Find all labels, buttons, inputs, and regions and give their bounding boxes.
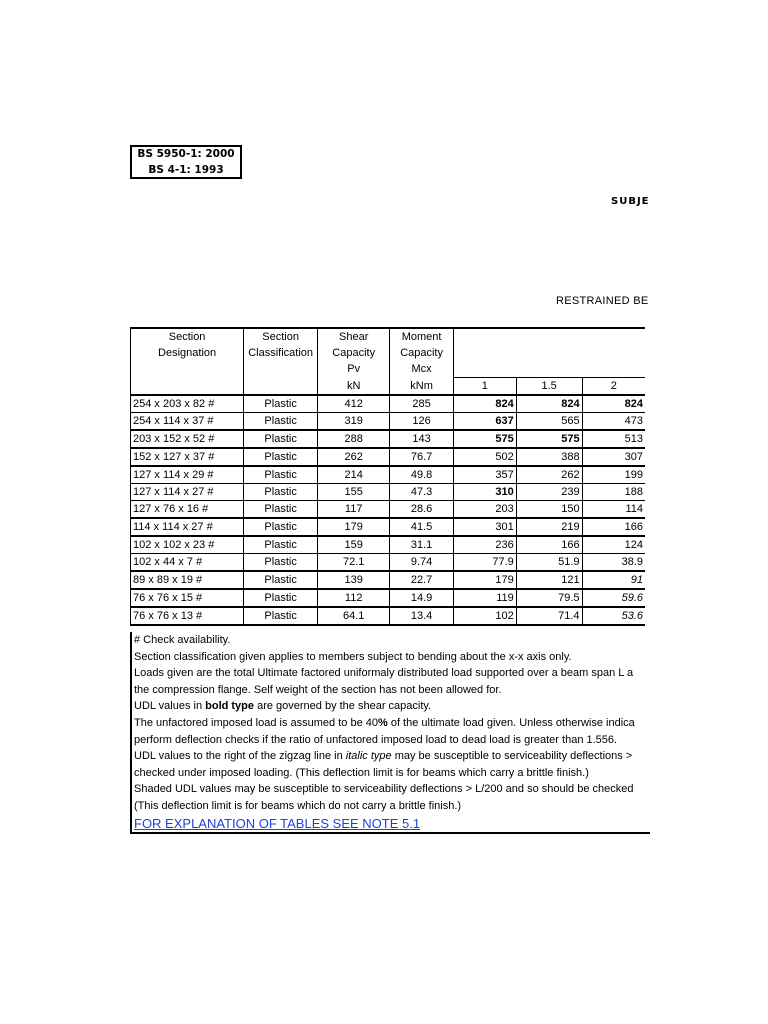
section-cell: 127 x 76 x 16 #	[131, 501, 244, 519]
header-moment-3: Mcx	[390, 361, 454, 378]
shear-cell: 179	[318, 518, 390, 536]
classification-cell: Plastic	[244, 589, 318, 607]
header-shear-unit: kN	[318, 378, 390, 396]
moment-cell: 13.4	[390, 607, 454, 625]
header-designation-2: Designation	[131, 345, 244, 361]
header-moment-2: Capacity	[390, 345, 454, 361]
moment-cell: 9.74	[390, 554, 454, 572]
udl-span-1-cell: 310	[453, 484, 516, 501]
shear-cell: 319	[318, 413, 390, 431]
table-row	[131, 518, 646, 536]
section-cell: 76 x 76 x 13 #	[131, 607, 244, 625]
standard-bs5950: BS 5950-1: 2000	[137, 148, 235, 160]
shear-cell: 412	[318, 395, 390, 413]
note-shaded: Shaded UDL values may be susceptible to serviceability deflections > L/200 and so should be checked	[134, 783, 634, 796]
note-classification: Section classification given applies to members subject to bending about the x-x axis only.	[134, 650, 572, 663]
classification-cell: Plastic	[244, 518, 318, 536]
table-row	[131, 589, 646, 607]
moment-cell: 47.3	[390, 484, 454, 501]
udl-span-2-cell: 513	[582, 430, 645, 448]
udl-span-1-cell: 301	[453, 518, 516, 536]
udl-span-2-cell: 124	[582, 536, 645, 554]
section-cell: 102 x 44 x 7 #	[131, 554, 244, 572]
moment-cell: 31.1	[390, 536, 454, 554]
udl-span-1-5-cell: 575	[516, 430, 582, 448]
notes-block	[130, 632, 654, 833]
udl-span-1-5-cell: 79.5	[516, 589, 582, 607]
udl-span-1-5-cell: 824	[516, 395, 582, 413]
moment-cell: 126	[390, 413, 454, 431]
udl-span-1-5-cell: 262	[516, 466, 582, 484]
udl-span-2-cell: 114	[582, 501, 645, 519]
header-classification-2: Classification	[244, 345, 318, 361]
section-cell: 254 x 114 x 37 #	[131, 413, 244, 431]
section-cell: 102 x 102 x 23 #	[131, 536, 244, 554]
udl-span-1-5-cell: 388	[516, 448, 582, 466]
classification-cell: Plastic	[244, 413, 318, 431]
classification-cell: Plastic	[244, 571, 318, 589]
table-row	[131, 395, 646, 413]
classification-cell: Plastic	[244, 466, 318, 484]
udl-span-1-5-cell: 150	[516, 501, 582, 519]
header-span-blank	[453, 328, 645, 345]
shear-cell: 155	[318, 484, 390, 501]
header-span-1: 1	[453, 378, 516, 396]
note-loads: Loads given are the total Ultimate factored uniformaly distributed load supported over a beam span L a	[134, 667, 634, 680]
table-row	[131, 501, 646, 519]
classification-cell: Plastic	[244, 501, 318, 519]
udl-span-1-cell: 203	[453, 501, 516, 519]
shear-cell: 288	[318, 430, 390, 448]
udl-span-1-cell: 357	[453, 466, 516, 484]
section-cell: 127 x 114 x 29 #	[131, 466, 244, 484]
udl-span-2-cell: 307	[582, 448, 645, 466]
udl-span-1-cell: 502	[453, 448, 516, 466]
table-row	[131, 607, 646, 625]
shear-cell: 72.1	[318, 554, 390, 572]
note-imposed: The unfactored imposed load is assumed to be 40% of the ultimate load given. Unless otherwise indica	[134, 716, 635, 729]
udl-span-1-cell: 236	[453, 536, 516, 554]
standard-bs4: BS 4-1: 1993	[148, 164, 224, 176]
header-span-2: 2	[582, 378, 645, 396]
udl-span-1-cell: 824	[453, 395, 516, 413]
note-imposed-cont: perform deflection checks if the ratio of unfactored imposed load to dead load is greater than 1.556.	[134, 733, 618, 746]
note-italic-cont: checked under imposed loading. (This deflection limit is for beams which carry a brittle finish.)	[134, 766, 589, 779]
classification-cell: Plastic	[244, 430, 318, 448]
udl-span-1-cell: 179	[453, 571, 516, 589]
section-cell: 152 x 127 x 37 #	[131, 448, 244, 466]
header-classification-1: Section	[244, 328, 318, 345]
udl-span-1-5-cell: 565	[516, 413, 582, 431]
classification-cell: Plastic	[244, 607, 318, 625]
header-shear-2: Capacity	[318, 345, 390, 361]
header-shear-1: Shear	[318, 328, 390, 345]
note-italic: UDL values to the right of the zigzag line in italic type may be susceptible to serviceability deflections >	[134, 750, 633, 763]
udl-span-2-cell: 166	[582, 518, 645, 536]
section-cell: 254 x 203 x 82 #	[131, 395, 244, 413]
udl-span-1-5-cell: 166	[516, 536, 582, 554]
moment-cell: 28.6	[390, 501, 454, 519]
header-moment-1: Moment	[390, 328, 454, 345]
section-cell: 127 x 114 x 27 #	[131, 484, 244, 501]
table-row	[131, 571, 646, 589]
shear-cell: 262	[318, 448, 390, 466]
classification-cell: Plastic	[244, 536, 318, 554]
shear-cell: 112	[318, 589, 390, 607]
table-row	[131, 554, 646, 572]
udl-span-1-cell: 637	[453, 413, 516, 431]
section-cell: 203 x 152 x 52 #	[131, 430, 244, 448]
udl-span-1-cell: 77.9	[453, 554, 516, 572]
table-row	[131, 430, 646, 448]
table-row	[131, 484, 646, 501]
shear-cell: 64.1	[318, 607, 390, 625]
table-row	[131, 448, 646, 466]
classification-cell: Plastic	[244, 554, 318, 572]
udl-span-1-cell: 575	[453, 430, 516, 448]
shear-cell: 117	[318, 501, 390, 519]
bottom-rule	[130, 832, 650, 834]
note-loads-cont: the compression flange. Self weight of the section has not been allowed for.	[134, 683, 502, 696]
udl-span-1-5-cell: 71.4	[516, 607, 582, 625]
udl-span-2-cell: 59.6	[582, 589, 645, 607]
udl-span-2-cell: 91	[582, 571, 645, 589]
moment-cell: 285	[390, 395, 454, 413]
note-shaded-cont: (This deflection limit is for beams which do not carry a brittle finish.)	[134, 799, 462, 812]
table-row	[131, 413, 646, 431]
udl-span-2-cell: 38.9	[582, 554, 645, 572]
udl-span-1-5-cell: 121	[516, 571, 582, 589]
header-shear-3: Pv	[318, 361, 390, 378]
udl-span-1-5-cell: 219	[516, 518, 582, 536]
udl-span-1-cell: 102	[453, 607, 516, 625]
header-designation-1: Section	[131, 328, 244, 345]
moment-cell: 49.8	[390, 466, 454, 484]
classification-cell: Plastic	[244, 484, 318, 501]
moment-cell: 14.9	[390, 589, 454, 607]
section-cell: 76 x 76 x 15 #	[131, 589, 244, 607]
shear-cell: 159	[318, 536, 390, 554]
classification-cell: Plastic	[244, 395, 318, 413]
moment-cell: 76.7	[390, 448, 454, 466]
udl-span-1-5-cell: 239	[516, 484, 582, 501]
capacity-table	[130, 327, 645, 626]
header-moment-unit: kNm	[390, 378, 454, 396]
shear-cell: 214	[318, 466, 390, 484]
shear-cell: 139	[318, 571, 390, 589]
subject-label: SUBJE	[611, 196, 650, 207]
table-row	[131, 536, 646, 554]
moment-cell: 41.5	[390, 518, 454, 536]
udl-span-2-cell: 188	[582, 484, 645, 501]
moment-cell: 143	[390, 430, 454, 448]
restrained-title: RESTRAINED BE	[556, 295, 649, 307]
udl-span-2-cell: 199	[582, 466, 645, 484]
udl-span-1-5-cell: 51.9	[516, 554, 582, 572]
section-cell: 89 x 89 x 19 #	[131, 571, 244, 589]
header-span-1-5: 1.5	[516, 378, 582, 396]
udl-span-2-cell: 824	[582, 395, 645, 413]
udl-span-1-cell: 119	[453, 589, 516, 607]
udl-span-2-cell: 473	[582, 413, 645, 431]
explanation-link[interactable]: FOR EXPLANATION OF TABLES SEE NOTE 5.1	[134, 815, 421, 831]
moment-cell: 22.7	[390, 571, 454, 589]
note-availability: # Check availability.	[134, 634, 231, 646]
classification-cell: Plastic	[244, 448, 318, 466]
udl-span-2-cell: 53.6	[582, 607, 645, 625]
section-cell: 114 x 114 x 27 #	[131, 518, 244, 536]
table-row	[131, 466, 646, 484]
note-bold: UDL values in bold type are governed by the shear capacity.	[134, 700, 432, 713]
